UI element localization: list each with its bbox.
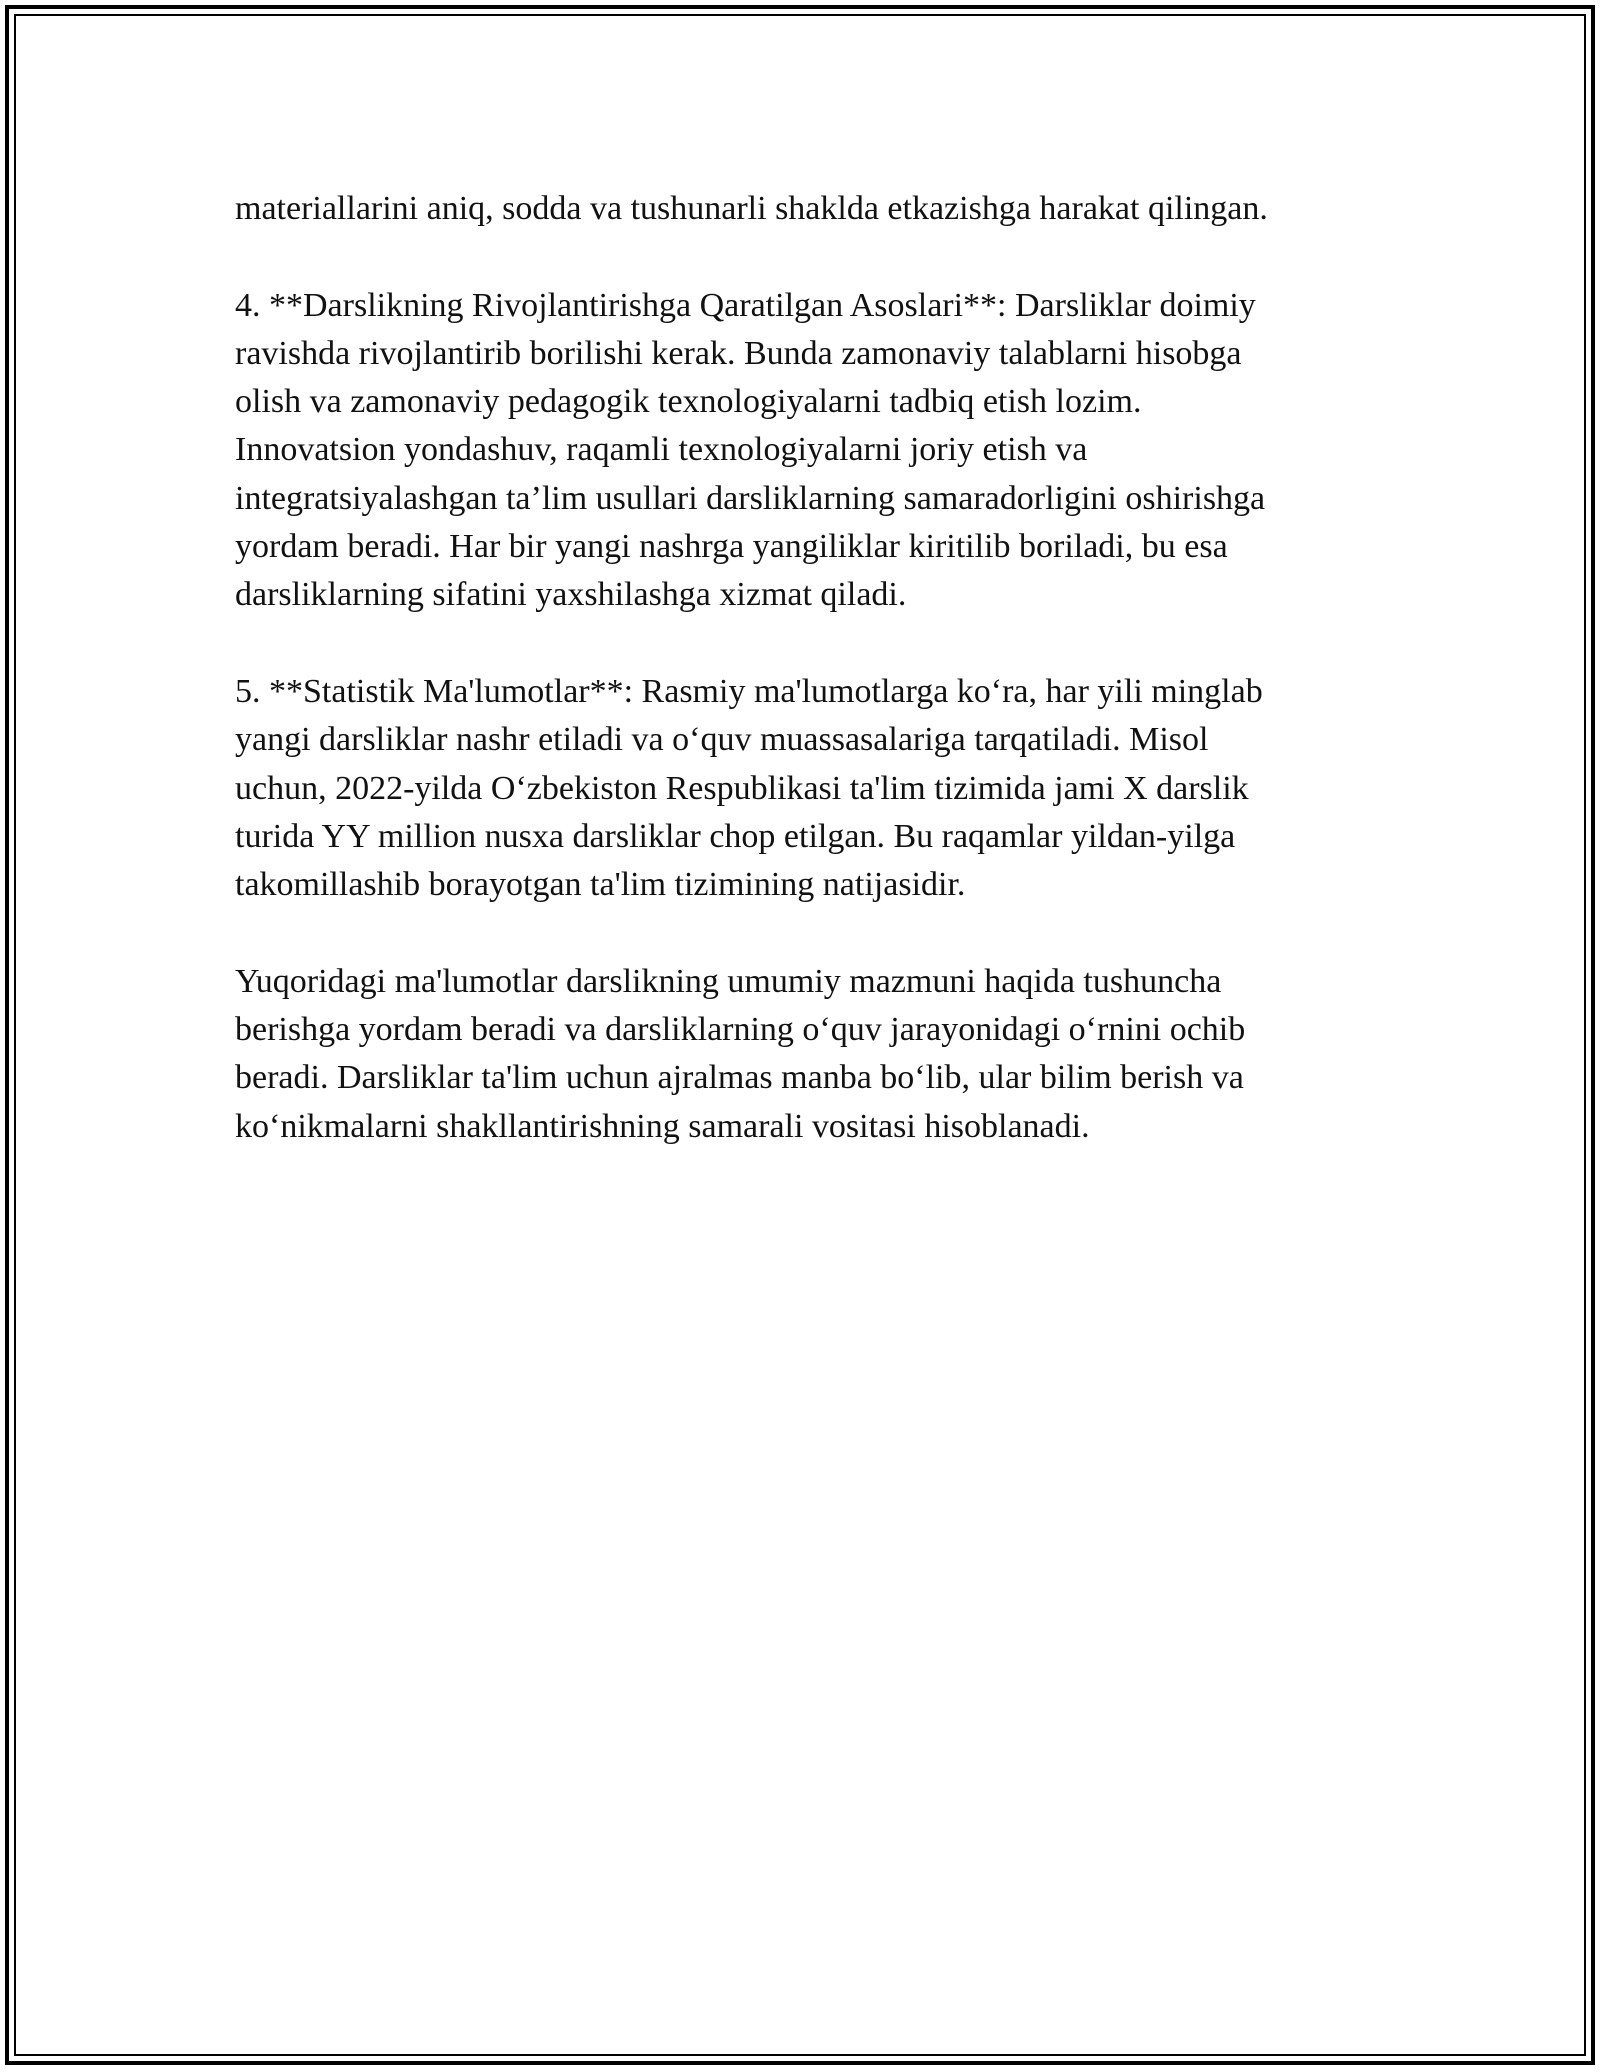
- text-line: uchun, 2022-yilda O‘zbekiston Respublikasi ta'lim tizimida jami X darslik: [235, 769, 1249, 807]
- text-line: turida YY million nusxa darsliklar chop etilgan. Bu raqamlar yildan-yilga: [235, 817, 1236, 855]
- text-line: berishga yordam beradi va darsliklarning o‘quv jarayonidagi o‘rnini ochib: [235, 1011, 1246, 1049]
- paragraph-item-4: [235, 282, 1365, 620]
- text-line: 4. **Darslikning Rivojlantirishga Qaratilgan Asoslari**: Darsliklar doimiy: [235, 286, 1256, 324]
- text-line: Innovatsion yondashuv, raqamli texnologiyalarni joriy etish va: [235, 431, 1088, 469]
- text-line: integratsiyalashgan ta’lim usullari darsliklarning samaradorligini oshirishga: [235, 479, 1266, 517]
- text-line: takomillashib borayotgan ta'lim tizimining natijasidir.: [235, 866, 966, 904]
- paragraph-conclusion: [235, 958, 1365, 1151]
- text-line: olish va zamonaviy pedagogik texnologiyalarni tadbiq etish lozim.: [235, 383, 1142, 421]
- text-line: materiallarini aniq, sodda va tushunarli shaklda etkazishga harakat qilingan.: [235, 190, 1268, 227]
- document-body: [235, 185, 1365, 1199]
- text-line: Yuqoridagi ma'lumotlar darslikning umumiy mazmuni haqida tushuncha: [235, 962, 1222, 1000]
- text-line: darsliklarning sifatini yaxshilashga xizmat qiladi.: [235, 576, 907, 614]
- text-line: ko‘nikmalarni shakllantirishning samarali vositasi hisoblanadi.: [235, 1107, 1090, 1145]
- text-line: 5. **Statistik Ma'lumotlar**: Rasmiy ma'lumotlarga ko‘ra, har yili minglab: [235, 672, 1263, 710]
- text-line: beradi. Darsliklar ta'lim uchun ajralmas manba bo‘lib, ular bilim berish va: [235, 1059, 1244, 1097]
- text-line: yordam beradi. Har bir yangi nashrga yangiliklar kiritilib boriladi, bu esa: [235, 528, 1228, 566]
- text-line: yangi darsliklar nashr etiladi va o‘quv muassasalariga tarqatiladi. Misol: [235, 721, 1209, 759]
- paragraph-item-5: [235, 668, 1365, 909]
- paragraph-continuation: [235, 185, 1365, 233]
- text-line: ravishda rivojlantirib borilishi kerak. Bunda zamonaviy talablarni hisobga: [235, 334, 1242, 372]
